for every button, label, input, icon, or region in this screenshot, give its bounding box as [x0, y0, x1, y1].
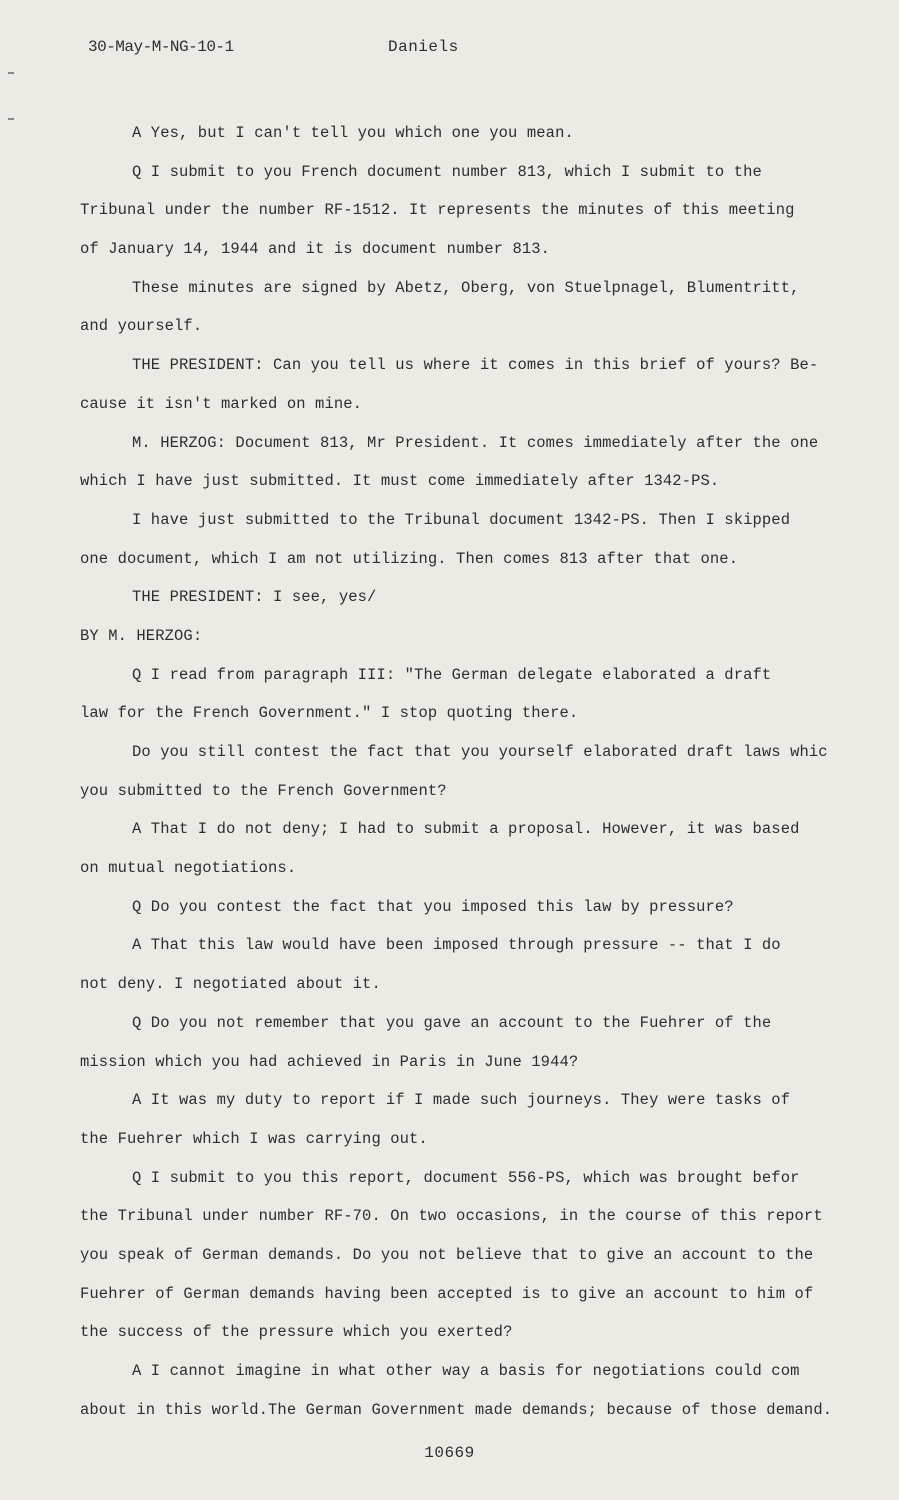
transcript-line: Q I submit to you this report, document 556-PS, which was brought befor: [132, 1168, 800, 1187]
transcript-line: the Tribunal under number RF-70. On two occasions, in the course of this report: [80, 1207, 823, 1226]
transcript-line: which I have just submitted. It must come immediately after 1342-PS.: [80, 472, 720, 491]
transcript-line: Do you still contest the fact that you yourself elaborated draft laws whic: [132, 743, 828, 761]
transcript-line: THE PRESIDENT: Can you tell us where it comes in this brief of yours? Be-: [132, 356, 819, 375]
transcript-line: M. HERZOG: Document 813, Mr President. It comes immediately after the one: [132, 433, 819, 452]
transcript-line: the success of the pressure which you exerted?: [80, 1323, 513, 1342]
transcript-line: Q I read from paragraph III: "The German delegate elaborated a draft: [132, 665, 772, 684]
transcript-line: A That this law would have been imposed through pressure -- that I do: [132, 936, 781, 955]
transcript-line: one document, which I am not utilizing. Then comes 813 after that one.: [80, 549, 739, 568]
page-number: 10669: [424, 1444, 475, 1462]
transcript-line: you speak of German demands. Do you not believe that to give an account to the: [80, 1245, 814, 1264]
transcript-line: not deny. I negotiated about it.: [80, 975, 381, 994]
transcript-line: Tribunal under the number RF-1512. It represents the minutes of this meeting: [80, 201, 795, 220]
margin-mark: [8, 72, 14, 74]
transcript-line: on mutual negotiations.: [80, 859, 297, 878]
transcript-line: Q Do you not remember that you gave an account to the Fuehrer of the: [132, 1013, 772, 1032]
transcript-line: law for the French Government." I stop quoting there.: [80, 704, 579, 723]
transcript-line: Q Do you contest the fact that you imposed this law by pressure?: [132, 897, 734, 916]
transcript-line: the Fuehrer which I was carrying out.: [80, 1129, 428, 1148]
transcript-line: These minutes are signed by Abetz, Oberg, von Stuelpnagel, Blumentritt,: [132, 278, 800, 297]
transcript-line: A That I do not deny; I had to submit a proposal. However, it was based: [132, 820, 800, 839]
transcript-line: A It was my duty to report if I made such journeys. They were tasks of: [132, 1091, 791, 1110]
witness-name: Daniels: [388, 38, 459, 56]
transcript-line: mission which you had achieved in Paris in June 1944?: [80, 1052, 579, 1071]
transcript-line: Fuehrer of German demands having been accepted is to give an account to him of: [80, 1284, 814, 1303]
transcript-body: [80, 114, 850, 1429]
page-header: [88, 38, 868, 62]
transcript-line: A I cannot imagine in what other way a basis for negotiations could com: [132, 1362, 800, 1380]
transcript-line: about in this world.The German Government made demands; because of those demand.: [80, 1400, 833, 1419]
transcript-line: and yourself.: [80, 317, 203, 336]
transcript-line: THE PRESIDENT: I see, yes/: [132, 588, 377, 607]
transcript-line: of January 14, 1944 and it is document number 813.: [80, 240, 551, 259]
document-reference: 30-May-M-NG-10-1: [88, 38, 234, 56]
transcript-line: you submitted to the French Government?: [80, 781, 447, 800]
transcript-line: Q I submit to you French document number 813, which I submit to the: [132, 162, 762, 181]
margin-mark: [8, 118, 14, 120]
transcript-line: cause it isn't marked on mine.: [80, 394, 363, 413]
transcript-line: BY M. HERZOG:: [80, 626, 203, 645]
transcript-line: I have just submitted to the Tribunal document 1342-PS. Then I skipped: [132, 510, 791, 529]
transcript-line: A Yes, but I can't tell you which one you mean.: [132, 124, 574, 142]
